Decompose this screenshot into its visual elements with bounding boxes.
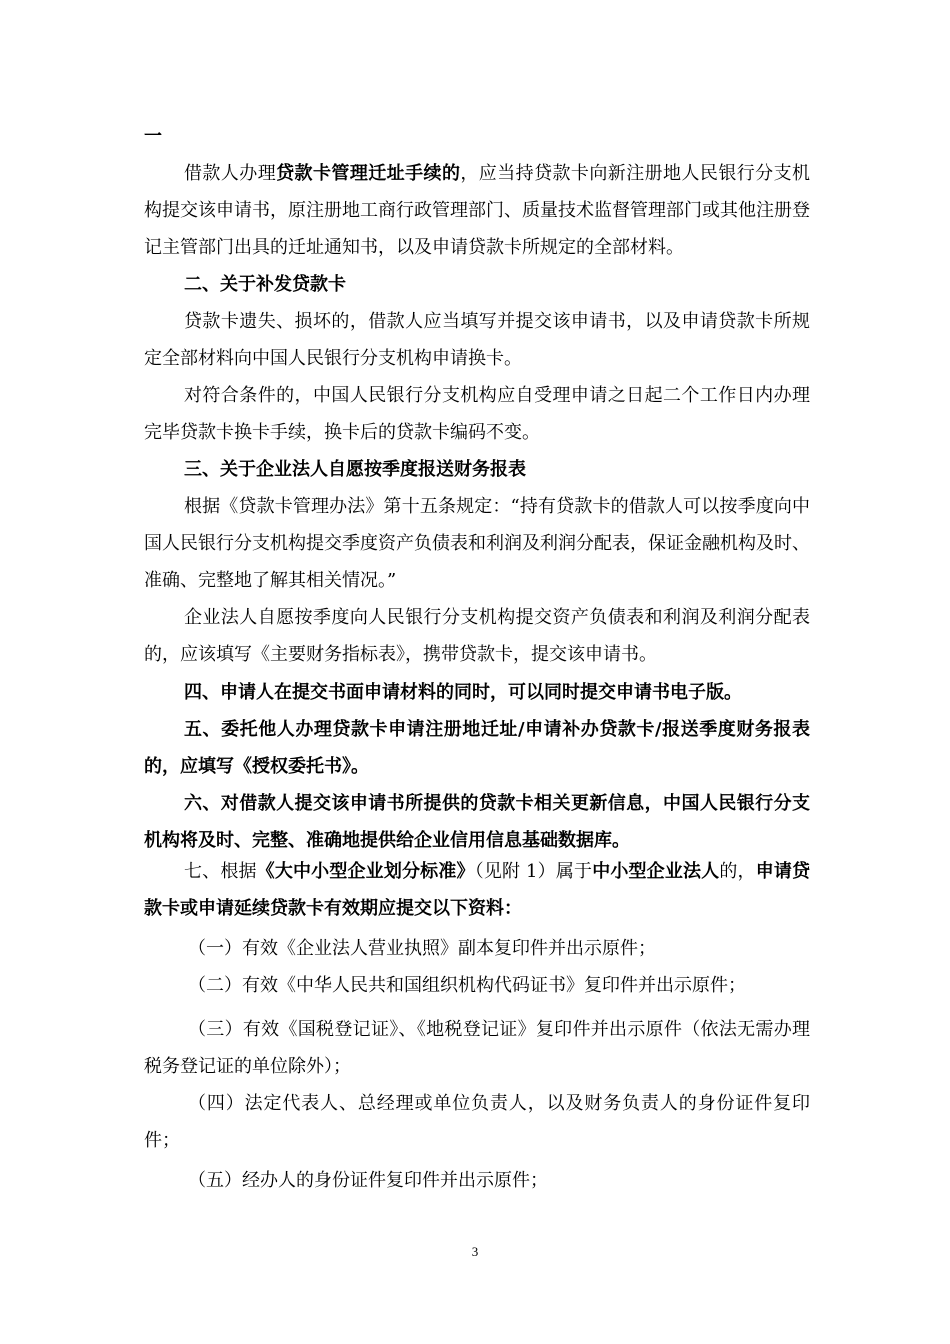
paragraph-credit-database: 六、对借款人提交该申请书所提供的贷款卡相关更新信息，中国人民银行分支机构将及时、完整、准确地提供给企业信用信息基础数据库。 [144,793,810,851]
list-item: （一）有效《企业法人营业执照》副本复印件并出示原件； [188,938,656,959]
heading-reissue: 二、关于补发贷款卡 [184,274,346,295]
sme-enterprise-type: 中小型企业法人 [592,861,720,882]
top-mark: 一 [144,126,162,147]
relocation-text-a: 借款人办理 [184,163,277,184]
paragraph-relocation [144,155,810,266]
list-item: （三）有效《国税登记证》、《地税登记证》复印件并出示原件（依法无需办理税务登记证的单位除外）； [144,1019,810,1077]
list-item: （五）经办人的身份证件复印件并出示原件； [188,1170,548,1191]
sme-text-a: 七、根据 [184,861,257,882]
paragraph-regulation-quote: 根据《贷款卡管理办法》第十五条规定：“持有贷款卡的借款人可以按季度向中国人民银行分支机构提交季度资产负债表和利润及利润分配表，保证金融机构及时、准确、完整地了解其相关情况。” [144,496,810,591]
sme-text-f: 申请贷款卡或申请延续贷款卡有效期应提交以下资料： [144,861,811,919]
list-item: （二）有效《中华人民共和国组织机构代码证书》复印件并出示原件； [188,975,746,996]
paragraph-authorization: 五、委托他人办理贷款卡申请注册地迁址/申请补办贷款卡/报送季度财务报表的，应填写《授权委托书》。 [144,719,810,777]
sme-text-e: 的， [719,861,756,882]
heading-quarterly-reports: 三、关于企业法人自愿按季度报送财务报表 [184,459,526,480]
sme-standard-title: 《大中小型企业划分标准》 [256,861,475,882]
relocation-text-bold: 贷款卡管理迁址手续的 [276,163,461,184]
sme-text-c: （见附 1）属于 [474,861,593,882]
paragraph-sme-requirements [144,853,810,927]
page-number: 3 [471,1244,479,1259]
paragraph-reissue-processing: 对符合条件的，中国人民银行分支机构应自受理申请之日起二个工作日内办理完毕贷款卡换卡手续，换卡后的贷款卡编码不变。 [144,385,810,443]
paragraph-electronic-version: 四、申请人在提交书面申请材料的同时，可以同时提交申请书电子版。 [184,682,742,703]
paragraph-quarterly-submission: 企业法人自愿按季度向人民银行分支机构提交资产负债表和利润及利润分配表的，应该填写《主要财务指标表》，携带贷款卡，提交该申请书。 [144,607,810,665]
paragraph-reissue: 贷款卡遗失、损坏的，借款人应当填写并提交该申请书，以及申请贷款卡所规定全部材料向中国人民银行分支机构申请换卡。 [144,311,810,369]
relocation-text-c: ，应当持贷款卡向新注册地人民银行分支机构提交该申请书，原注册地工商行政管理部门、质量技术监督管理部门或其他注册登记主管部门出具的迁址通知书，以及申请贷款卡所规定的全部材料。 [144,163,811,258]
list-item: （四）法定代表人、总经理或单位负责人，以及财务负责人的身份证件复印件； [144,1093,810,1151]
